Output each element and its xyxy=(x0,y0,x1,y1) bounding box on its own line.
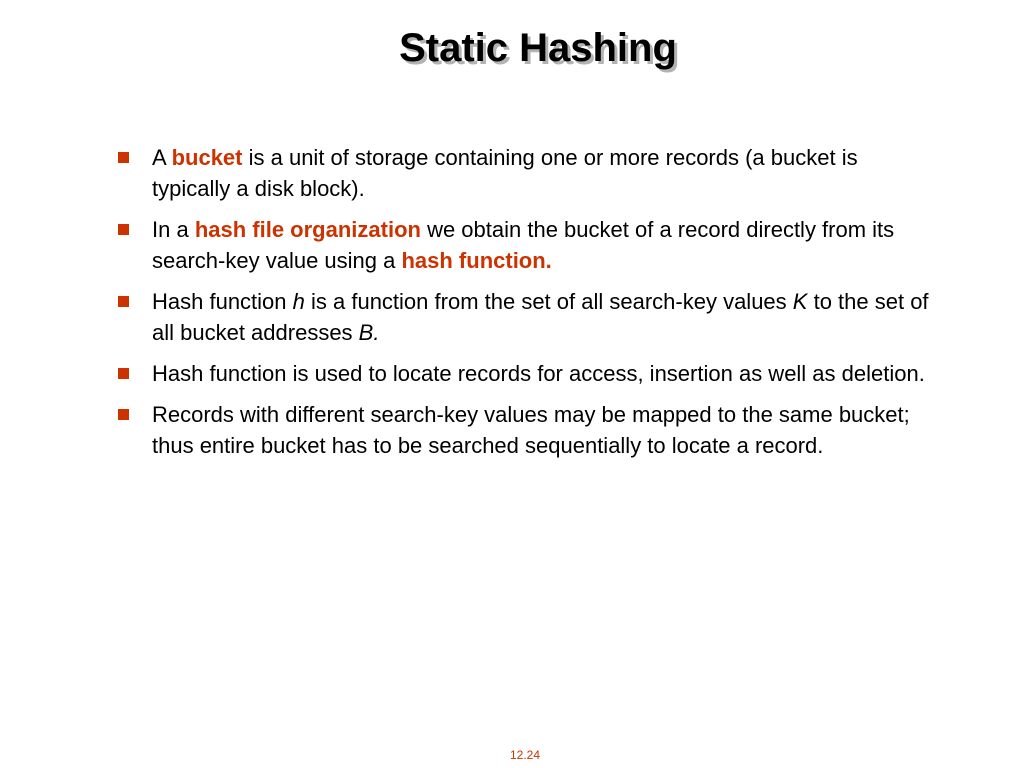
square-bullet-icon xyxy=(118,224,129,235)
slide-title: Static Hashing xyxy=(399,26,677,70)
bullet-text: Hash function h is a function from the set of all search-key values K to the set of all bucket addresses B. xyxy=(152,289,929,345)
bullet-text: In a hash file organization we obtain the bucket of a record directly from its search-key value using a hash function. xyxy=(152,217,895,273)
bullet-item-locate-records xyxy=(118,358,938,389)
highlighted-term: hash file organization xyxy=(194,217,421,242)
bullet-text: Records with different search-key values may be mapped to the same bucket; thus entire bucket has to be searched sequentially to locate a record. xyxy=(152,402,910,458)
italic-symbol: B. xyxy=(358,320,380,345)
bullet-item-hash-file-organization xyxy=(118,214,938,276)
square-bullet-icon xyxy=(118,152,129,163)
square-bullet-icon xyxy=(118,368,129,379)
bullet-item-bucket xyxy=(118,142,938,204)
bullet-item-same-bucket xyxy=(118,399,938,461)
italic-symbol: h xyxy=(292,289,305,314)
italic-symbol: K xyxy=(792,289,808,314)
square-bullet-icon xyxy=(118,409,129,420)
page-number: 12.24 xyxy=(509,748,541,762)
highlighted-term: hash function. xyxy=(401,248,552,273)
highlighted-term: bucket xyxy=(171,145,243,170)
square-bullet-icon xyxy=(118,296,129,307)
bullet-text: Hash function is used to locate records for access, insertion as well as deletion. xyxy=(152,361,925,386)
bullet-item-hash-function xyxy=(118,286,938,348)
bullet-list xyxy=(118,142,938,471)
bullet-text: A bucket is a unit of storage containing one or more records (a bucket is typically a disk block). xyxy=(152,145,858,201)
